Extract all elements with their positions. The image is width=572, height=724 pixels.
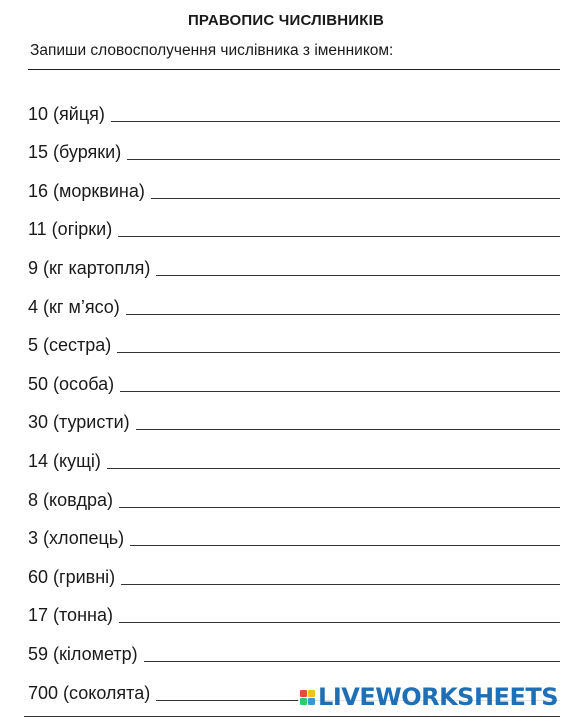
exercise-prompt: 8 (ковдра)	[28, 489, 113, 510]
exercise-prompt: 50 (особа)	[28, 373, 115, 394]
liveworksheets-logo-icon	[300, 690, 315, 705]
exercise-row	[28, 86, 560, 125]
exercise-prompt: 9 (кг картопля)	[28, 257, 151, 278]
exercise-row	[28, 202, 560, 241]
exercise-row	[28, 356, 560, 395]
exercise-prompt: 59 (кілометр)	[28, 643, 138, 664]
logo-tile	[308, 698, 315, 705]
exercise-row	[28, 240, 560, 279]
answer-blank[interactable]	[144, 661, 560, 662]
exercise-prompt: 11 (огірки)	[28, 219, 113, 240]
exercise-prompt: 700 (соколята)	[28, 682, 151, 703]
answer-blank[interactable]	[111, 121, 560, 122]
exercise-prompt: 5 (сестра)	[28, 335, 112, 356]
exercise-list	[28, 86, 560, 704]
logo-tile	[308, 690, 315, 697]
exercise-prompt: 16 (морквина)	[28, 180, 145, 201]
exercise-prompt: 10 (яйця)	[28, 103, 105, 124]
liveworksheets-watermark	[298, 684, 560, 710]
answer-blank[interactable]	[120, 391, 560, 392]
exercise-row	[28, 279, 560, 318]
watermark-text: LIVEWORKSHEETS	[318, 683, 558, 711]
page-title: ПРАВОПИС ЧИСЛІВНИКІВ	[187, 12, 385, 29]
exercise-prompt: 60 (гривні)	[28, 566, 116, 587]
exercise-prompt: 14 (кущі)	[28, 450, 101, 471]
answer-blank[interactable]	[151, 198, 560, 199]
bottom-divider	[24, 716, 560, 717]
answer-blank[interactable]	[118, 236, 560, 237]
exercise-prompt: 3 (хлопець)	[28, 528, 125, 549]
exercise-row	[28, 511, 560, 550]
answer-blank[interactable]	[121, 584, 560, 585]
answer-blank[interactable]	[136, 429, 560, 430]
answer-blank[interactable]	[130, 545, 560, 546]
exercise-prompt: 17 (тонна)	[28, 605, 113, 626]
exercise-prompt: 4 (кг м’ясо)	[28, 296, 120, 317]
logo-tile	[300, 698, 307, 705]
answer-blank[interactable]	[156, 275, 560, 276]
answer-blank[interactable]	[117, 352, 560, 353]
exercise-row	[28, 433, 560, 472]
exercise-row	[28, 125, 560, 164]
instruction-underline	[28, 69, 560, 70]
exercise-row	[28, 318, 560, 357]
exercise-row	[28, 395, 560, 434]
exercise-row	[28, 163, 560, 202]
exercise-prompt: 15 (буряки)	[28, 142, 122, 163]
answer-blank[interactable]	[126, 314, 560, 315]
answer-blank[interactable]	[127, 159, 560, 160]
logo-tile	[300, 690, 307, 697]
exercise-prompt: 30 (туристи)	[28, 412, 130, 433]
answer-blank[interactable]	[119, 622, 560, 623]
exercise-row	[28, 626, 560, 665]
exercise-row	[28, 472, 560, 511]
instruction-text: Запиши словосполучення числівника з іменником:	[30, 42, 394, 59]
exercise-row	[28, 549, 560, 588]
answer-blank[interactable]	[107, 468, 560, 469]
answer-blank[interactable]	[119, 507, 560, 508]
exercise-row	[28, 588, 560, 627]
